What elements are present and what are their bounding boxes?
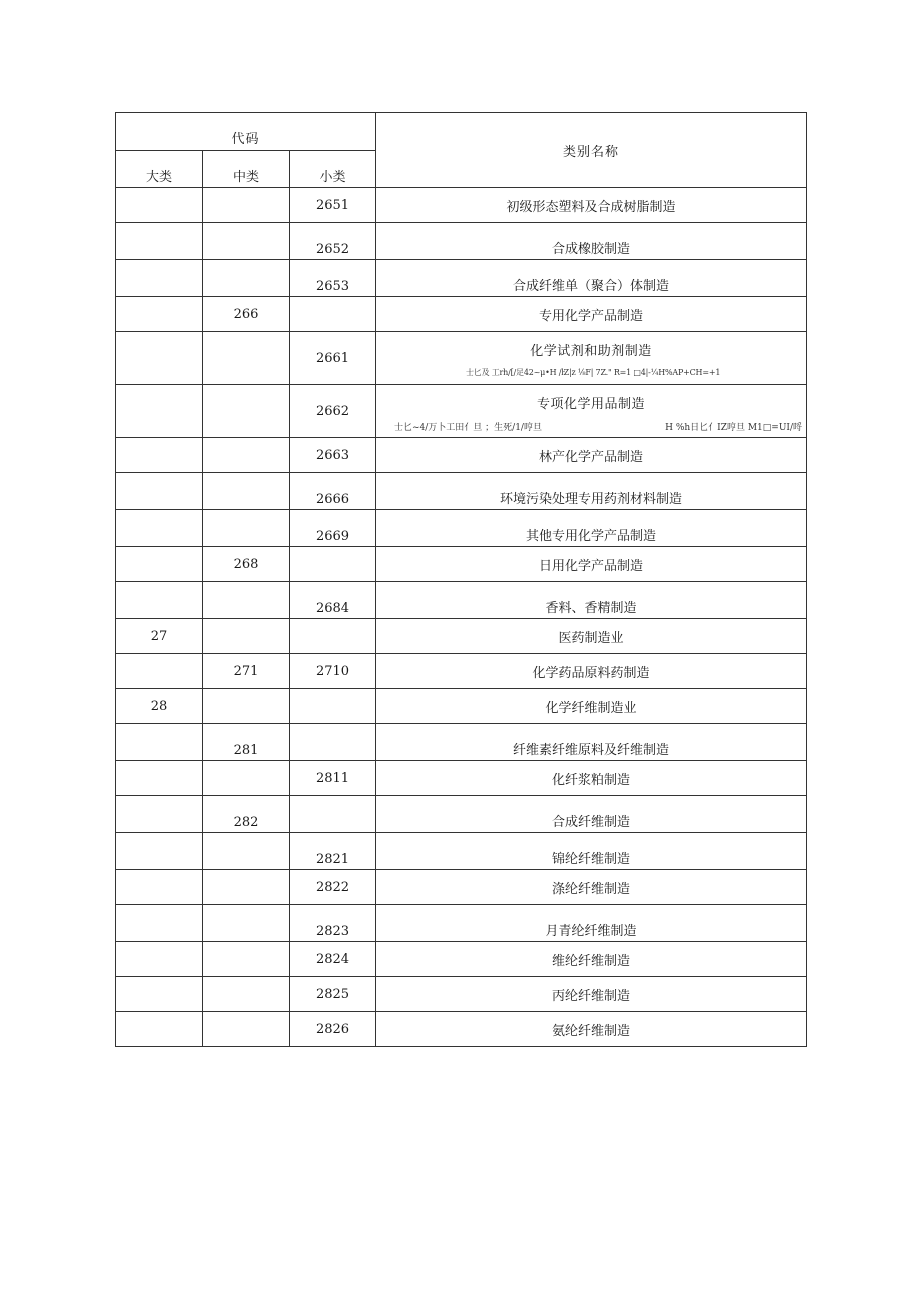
garbled-note: 士匕及 工rh/[/足42~μ•H /ŀZ|z ⅛F| 7Z." R=1 □4|-¼H%AP+CH=+1: [466, 368, 721, 377]
minor-cell: 2710: [290, 654, 376, 689]
middle-cell: 266: [203, 297, 290, 332]
table-row: [116, 870, 807, 905]
name-cell: [376, 385, 807, 438]
middle-cell: [203, 438, 290, 473]
minor-cell: 2684: [290, 582, 376, 619]
major-header-label: 大类: [145, 170, 172, 185]
major-cell: 27: [116, 619, 203, 654]
name-cell: 维纶纤维制造: [376, 942, 807, 977]
major-cell: [116, 905, 203, 942]
table-row: [116, 510, 807, 547]
minor-cell: [290, 724, 376, 761]
major-cell: [116, 547, 203, 582]
middle-cell: [203, 332, 290, 385]
major-cell: [116, 1012, 203, 1047]
major-cell: [116, 223, 203, 260]
name-cell: 专用化学产品制造: [376, 297, 807, 332]
middle-cell: [203, 977, 290, 1012]
major-cell: [116, 796, 203, 833]
header-row-top: [116, 113, 807, 151]
minor-cell: [290, 796, 376, 833]
middle-cell: [203, 260, 290, 297]
code-header-label: 代码: [231, 132, 260, 147]
minor-cell: 2823: [290, 905, 376, 942]
table-row: [116, 833, 807, 870]
garbled-note: [376, 420, 806, 433]
middle-cell: [203, 510, 290, 547]
table-row: [116, 547, 807, 582]
major-cell: [116, 473, 203, 510]
minor-cell: 2666: [290, 473, 376, 510]
table-row: [116, 761, 807, 796]
table-row: [116, 188, 807, 223]
middle-cell: 271: [203, 654, 290, 689]
category-name: 专项化学用品制造: [536, 397, 645, 412]
name-cell: 丙纶纤维制造: [376, 977, 807, 1012]
major-cell: [116, 833, 203, 870]
name-cell: 合成纤维制造: [376, 796, 807, 833]
minor-cell: 2811: [290, 761, 376, 796]
major-cell: [116, 724, 203, 761]
name-cell: 化学药品原料药制造: [376, 654, 807, 689]
major-cell: 28: [116, 689, 203, 724]
name-cell: 医药制造业: [376, 619, 807, 654]
name-cell: 合成纤维单（聚合）体制造: [376, 260, 807, 297]
name-cell: 化纤浆粕制造: [376, 761, 807, 796]
name-cell: 林产化学产品制造: [376, 438, 807, 473]
middle-cell: [203, 761, 290, 796]
middle-cell: [203, 188, 290, 223]
code-header: [116, 113, 376, 151]
middle-cell: 281: [203, 724, 290, 761]
major-cell: [116, 385, 203, 438]
name-cell: 化学纤维制造业: [376, 689, 807, 724]
table-row: [116, 977, 807, 1012]
minor-cell: [290, 297, 376, 332]
table-row: [116, 297, 807, 332]
major-cell: [116, 510, 203, 547]
table-row: [116, 796, 807, 833]
table-row: [116, 223, 807, 260]
minor-cell: 2826: [290, 1012, 376, 1047]
category-name-header-label: 类别名称: [562, 144, 619, 160]
table-row: [116, 473, 807, 510]
table-row: [116, 332, 807, 385]
table-row: [116, 905, 807, 942]
minor-cell: 2663: [290, 438, 376, 473]
minor-header-label: 小类: [319, 170, 346, 185]
name-cell: 初级形态塑料及合成树脂制造: [376, 188, 807, 223]
middle-cell: [203, 833, 290, 870]
table-row: [116, 724, 807, 761]
middle-header-label: 中类: [232, 170, 259, 185]
major-cell: [116, 942, 203, 977]
middle-cell: [203, 942, 290, 977]
middle-cell: [203, 223, 290, 260]
major-cell: [116, 654, 203, 689]
table-row: [116, 385, 807, 438]
table-row: [116, 942, 807, 977]
major-cell: [116, 332, 203, 385]
name-cell: 其他专用化学产品制造: [376, 510, 807, 547]
middle-cell: [203, 385, 290, 438]
table-row: [116, 582, 807, 619]
major-cell: [116, 582, 203, 619]
middle-cell: [203, 905, 290, 942]
minor-cell: 2652: [290, 223, 376, 260]
minor-cell: 2651: [290, 188, 376, 223]
major-cell: [116, 977, 203, 1012]
major-cell: [116, 260, 203, 297]
table-row: [116, 619, 807, 654]
name-cell: 环境污染处理专用药剂材料制造: [376, 473, 807, 510]
major-cell: [116, 761, 203, 796]
middle-cell: [203, 582, 290, 619]
middle-cell: [203, 473, 290, 510]
table-row: [116, 438, 807, 473]
table-row: [116, 1012, 807, 1047]
name-cell: 香料、香精制造: [376, 582, 807, 619]
name-cell: 日用化学产品制造: [376, 547, 807, 582]
minor-cell: 2824: [290, 942, 376, 977]
minor-cell: 2822: [290, 870, 376, 905]
middle-cell: [203, 1012, 290, 1047]
minor-cell: 2662: [290, 385, 376, 438]
minor-cell: 2653: [290, 260, 376, 297]
garbled-note-left: 士匕~4/万卜工田亻旦 ；生死/1/哼旦: [394, 423, 542, 433]
major-header: [116, 151, 203, 188]
minor-cell: [290, 547, 376, 582]
name-cell: 月青纶纤维制造: [376, 905, 807, 942]
middle-cell: [203, 870, 290, 905]
middle-cell: [203, 619, 290, 654]
minor-cell: 2825: [290, 977, 376, 1012]
minor-cell: 2669: [290, 510, 376, 547]
table-row: [116, 260, 807, 297]
major-cell: [116, 297, 203, 332]
category-name: 化学试剂和助剂制造: [530, 344, 652, 359]
name-cell: 纤维素纤维原料及纤维制造: [376, 724, 807, 761]
minor-cell: 2661: [290, 332, 376, 385]
major-cell: [116, 188, 203, 223]
category-name-header: [376, 113, 807, 188]
middle-cell: 282: [203, 796, 290, 833]
major-cell: [116, 438, 203, 473]
name-cell: [376, 332, 807, 385]
name-cell: 锦纶纤维制造: [376, 833, 807, 870]
minor-cell: 2821: [290, 833, 376, 870]
table-row: [116, 689, 807, 724]
minor-header: [290, 151, 376, 188]
major-cell: [116, 870, 203, 905]
minor-cell: [290, 689, 376, 724]
name-cell: 氨纶纤维制造: [376, 1012, 807, 1047]
table-row: [116, 654, 807, 689]
minor-cell: [290, 619, 376, 654]
middle-cell: 268: [203, 547, 290, 582]
garbled-note-right: H %h日匕亻IZ哼旦 M1□=UI/哷: [665, 423, 802, 433]
industry-code-table: [115, 112, 807, 1047]
name-cell: 涤纶纤维制造: [376, 870, 807, 905]
middle-cell: [203, 689, 290, 724]
middle-header: [203, 151, 290, 188]
name-cell: 合成橡胶制造: [376, 223, 807, 260]
